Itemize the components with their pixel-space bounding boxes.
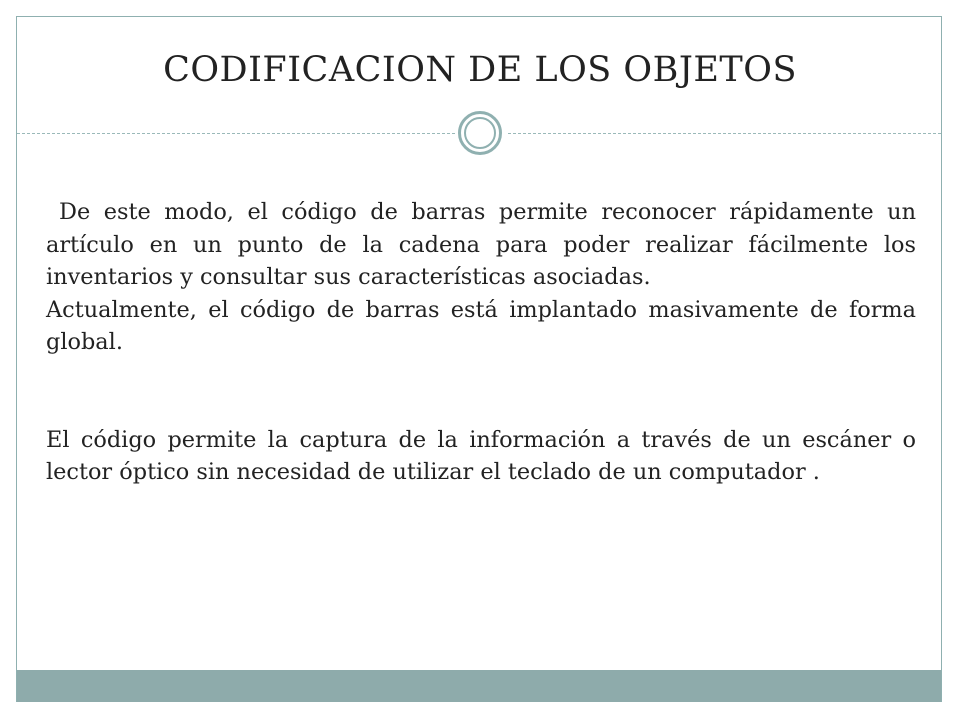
body-paragraph-global-use: Actualmente, el código de barras está implantado masivamente de forma global. — [46, 296, 916, 355]
body-paragraph-scanner-capture: El código permite la captura de la información a través de un escáner o lector óptico sin necesidad de utilizar el teclado de un computador . — [46, 426, 916, 485]
paragraph-spacer — [46, 359, 916, 424]
divider-ring-inner — [464, 117, 496, 149]
footer-accent-bar — [17, 670, 941, 702]
divider-ring-ornament — [458, 111, 502, 155]
title-divider-left — [17, 133, 455, 134]
title-divider-right — [508, 133, 941, 134]
slide-title: CODIFICACION DE LOS OBJETOS — [163, 50, 797, 90]
body-paragraph-barcode-recognition: De este modo, el código de barras permite reconocer rápidamente un artículo en un punto de la cadena para poder realizar fácilmente los inventarios y consultar sus características asociadas. — [46, 199, 916, 290]
slide-body — [46, 196, 916, 489]
